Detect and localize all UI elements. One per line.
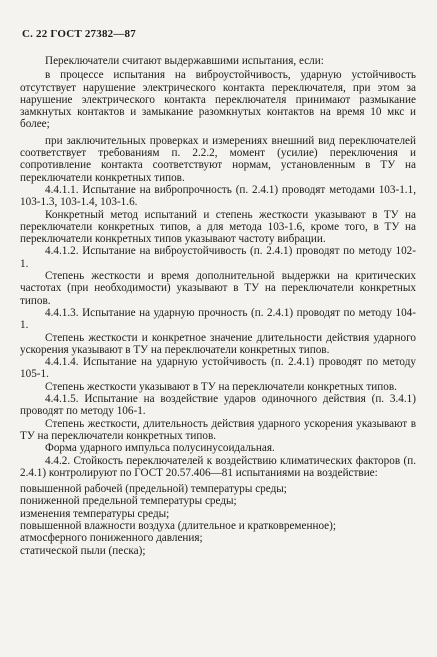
paragraph-condition-vibration: в процессе испытания на виброустойчивость, ударную устойчивость отсутствует нарушение электрического контакта переключателя, при этом за нарушение электрического контакта переключателя принимают размыкание замкнутых контактов и замыкание разомкнутых контактов на время 10 мкс и более;: [20, 69, 416, 131]
paragraph-4-4-1-4: 4.4.1.4. Испытание на ударную устойчивость (п. 2.4.1) проводят по методу 105-1.: [20, 356, 416, 381]
paragraph-condition-final-checks: при заключительных проверках и измерениях внешний вид переключателей соответствует требованиям п. 2.2.2, момент (усилие) переключения и сопротивление контакта соответствуют нормам, установленным в ТУ на переключатели конкретных типов.: [20, 134, 416, 184]
list-item: повышенной влажности воздуха (длительное и кратковременное);: [20, 519, 336, 532]
list-item: пониженной предельной температуры среды;: [20, 495, 237, 508]
paragraph-severity-impact-duration: Степень жесткости и конкретное значение длительности действия ударного ускорения указывают в ТУ на переключатели конкретных типов.: [20, 331, 416, 356]
paragraph-intro: Переключатели считают выдержавшими испытания, если:: [45, 55, 324, 67]
list-item: атмосферного пониженного давления;: [20, 532, 203, 545]
document-body: [20, 55, 416, 557]
paragraph-4-4-1-3: 4.4.1.3. Испытание на ударную прочность (п. 2.4.1) проводят по методу 104-1.: [20, 306, 416, 332]
paragraph-severity-shock-duration: Степень жесткости, длительность действия ударного ускорения указывают в ТУ на переключатели конкретных типов.: [20, 417, 416, 442]
paragraph-severity-types: Степень жесткости указывают в ТУ на переключатели конкретных типов.: [45, 380, 397, 393]
paragraph-4-4-1-5: 4.4.1.5. Испытание на воздействие ударов одиночного действия (п. 3.4.1) проводят по методу 106-1.: [20, 393, 416, 418]
paragraph-4-4-2: 4.4.2. Стойкость переключателей к воздействию климатических факторов (п. 2.4.1) контролируют по ГОСТ 20.57.406—81 испытаниями на воздействие:: [20, 454, 416, 479]
paragraph-method-severity: Конкретный метод испытаний и степень жесткости указывают в ТУ на переключатели конкретных типов, а для метода 103-1.6, кроме того, в ТУ на переключатели конкретных типов указывают частоту вибрации.: [20, 208, 416, 246]
list-item: статической пыли (песка);: [20, 544, 146, 557]
list-item: изменения температуры среды;: [20, 507, 170, 520]
list-item: повышенной рабочей (предельной) температуры среды;: [20, 483, 287, 496]
paragraph-4-4-1-2: 4.4.1.2. Испытание на виброустойчивость (п. 2.4.1) проводят по методу 102-1.: [20, 245, 416, 270]
paragraph-4-4-1-1: 4.4.1.1. Испытание на вибропрочность (п. 2.4.1) проводят методами 103-1.1, 103-1.3, 103-1.4, 103-1.6.: [20, 183, 416, 209]
paragraph-pulse-shape: Форма ударного импульса полусинусоидальная.: [45, 442, 275, 455]
page-header: С. 22 ГОСТ 27382—87: [22, 28, 136, 40]
paragraph-severity-critical-frequencies: Степень жесткости и время дополнительной выдержки на критических частотах (при необходимости) указывают в ТУ на переключатели конкретных типов.: [20, 270, 416, 307]
